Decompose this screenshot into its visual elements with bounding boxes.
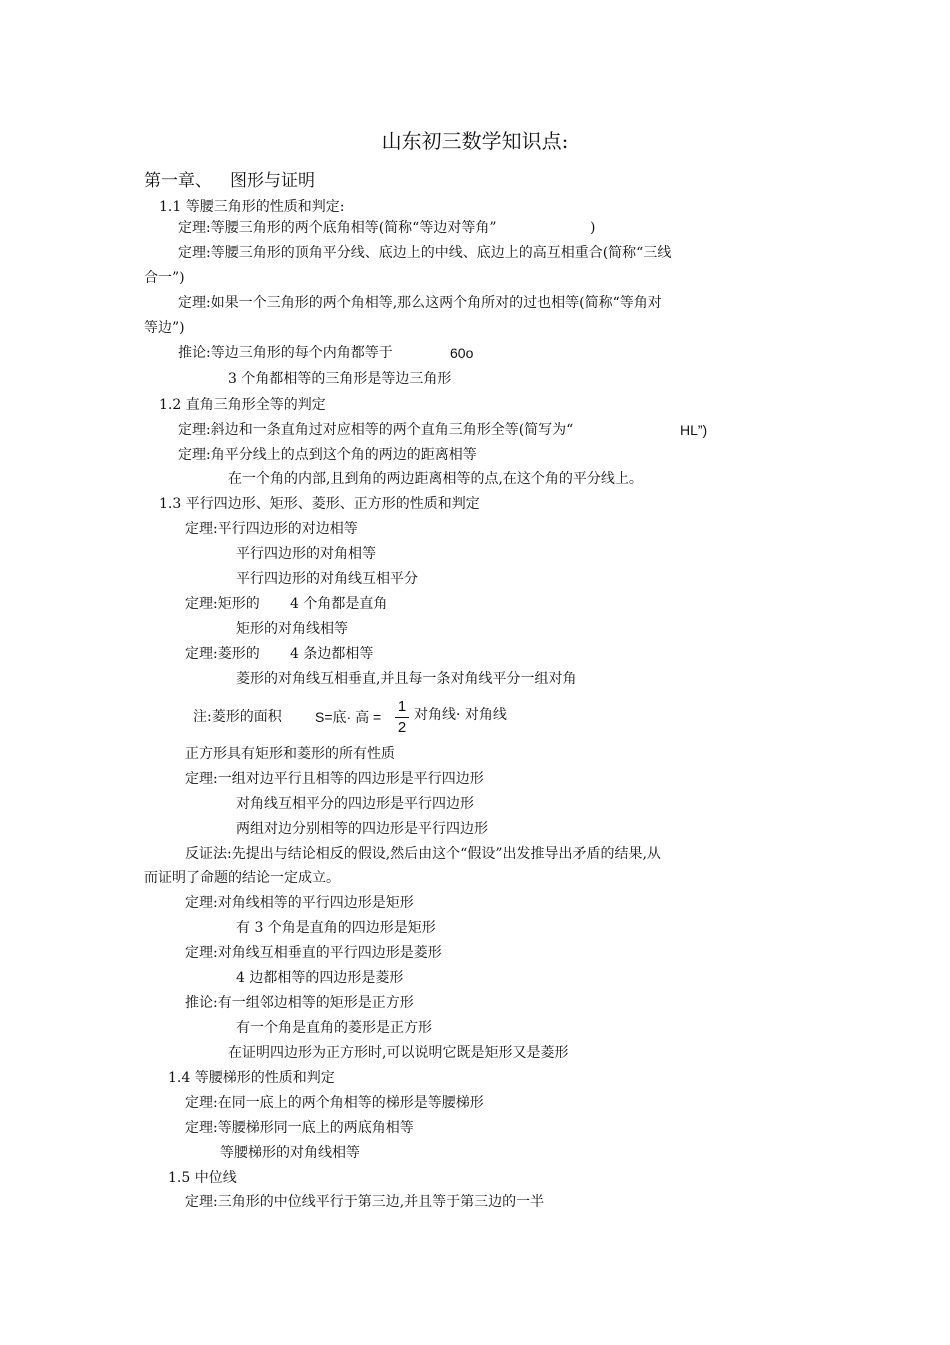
section-heading: 1.2 直角三角形全等的判定 [159, 397, 326, 413]
note-line: 在证明四边形为正方形时,可以说明它既是矩形又是菱形 [228, 1045, 569, 1061]
theorem-line-end: 4 个角都是直角 [290, 596, 388, 612]
theorem-line: 平行四边形的对角线互相平分 [236, 571, 418, 587]
theorem-line: 定理:菱形的 [185, 646, 260, 662]
theorem-line: 在一个角的内部,且到角的两边距离相等的点,在这个角的平分线上。 [228, 471, 643, 487]
theorem-line: 有 3 个角是直角的四边形是矩形 [236, 920, 436, 936]
theorem-line: 对角线互相平分的四边形是平行四边形 [236, 796, 474, 812]
proof-method-line-cont: 而证明了命题的结论一定成立。 [144, 870, 340, 886]
theorem-line: 定理:等腰三角形的顶角平分线、底边上的中线、底边上的高互相重合(简称“三线 [178, 245, 672, 261]
corollary-line: 3 个角都相等的三角形是等边三角形 [228, 371, 452, 387]
theorem-line: 定理:对角线相等的平行四边形是矩形 [185, 895, 414, 911]
fraction-numerator: 1 [397, 698, 407, 715]
area-formula-end: 对角线· 对角线 [414, 707, 507, 723]
theorem-line: 平行四边形的对角相等 [236, 546, 376, 562]
section-heading: 1.5 中位线 [168, 1170, 237, 1186]
section-heading: 1.1 等腰三角形的性质和判定: [159, 199, 345, 215]
chapter-title: 图形与证明 [230, 171, 315, 191]
theorem-line-end: 4 条边都相等 [290, 646, 374, 662]
theorem-line-end: ) [590, 220, 596, 236]
theorem-line: 定理:矩形的 [185, 596, 260, 612]
theorem-line: 两组对边分别相等的四边形是平行四边形 [236, 821, 488, 837]
corollary-line: 推论:有一组邻边相等的矩形是正方形 [185, 995, 414, 1011]
theorem-line: 定理:一组对边平行且相等的四边形是平行四边形 [185, 771, 484, 787]
theorem-line: 等腰梯形的对角线相等 [220, 1145, 360, 1161]
fraction-bar [395, 717, 409, 718]
theorem-line-cont: 合一”) [144, 270, 185, 286]
theorem-line: 矩形的对角线相等 [236, 621, 348, 637]
angle-value: 60o [450, 345, 474, 361]
corollary-line: 推论:等边三角形的每个内角都等于 [178, 345, 393, 361]
fraction-denominator: 2 [397, 719, 407, 736]
theorem-line: 4 边都相等的四边形是菱形 [236, 970, 404, 986]
theorem-line: 定理:三角形的中位线平行于第三边,并且等于第三边的一半 [185, 1194, 545, 1210]
theorem-line: 定理:等腰三角形的两个底角相等(简称“等边对等角” [178, 220, 497, 236]
theorem-line: 定理:在同一底上的两个角相等的梯形是等腰梯形 [185, 1095, 484, 1111]
property-line: 正方形具有矩形和菱形的所有性质 [185, 746, 395, 762]
theorem-line: 定理:斜边和一条直角过对应相等的两个直角三角形全等(简写为“ [178, 422, 574, 438]
theorem-line: 定理:平行四边形的对边相等 [185, 521, 358, 537]
theorem-line-cont: 等边”) [144, 320, 185, 336]
section-heading: 1.3 平行四边形、矩形、菱形、正方形的性质和判定 [159, 496, 480, 512]
note-line: 注:菱形的面积 [193, 709, 282, 725]
theorem-line: 菱形的对角线互相垂直,并且每一条对角线平分一组对角 [236, 671, 577, 687]
page-title: 山东初三数学知识点: [381, 129, 569, 153]
theorem-line: 定理:等腰梯形同一底上的两底角相等 [185, 1120, 414, 1136]
theorem-line-end: HL”) [680, 422, 708, 438]
area-formula: S=底· 高 = [315, 709, 382, 725]
theorem-line: 定理:如果一个三角形的两个角相等,那么这两个角所对的过也相等(简称“等角对 [178, 295, 662, 311]
theorem-line: 定理:对角线互相垂直的平行四边形是菱形 [185, 945, 442, 961]
section-heading: 1.4 等腰梯形的性质和判定 [168, 1070, 335, 1086]
proof-method-line: 反证法:先提出与结论相反的假设,然后由这个“假设”出发推导出矛盾的结果,从 [185, 846, 661, 862]
corollary-line: 有一个角是直角的菱形是正方形 [236, 1020, 432, 1036]
chapter-number: 第一章、 [144, 171, 212, 191]
theorem-line: 定理:角平分线上的点到这个角的两边的距离相等 [178, 447, 477, 463]
